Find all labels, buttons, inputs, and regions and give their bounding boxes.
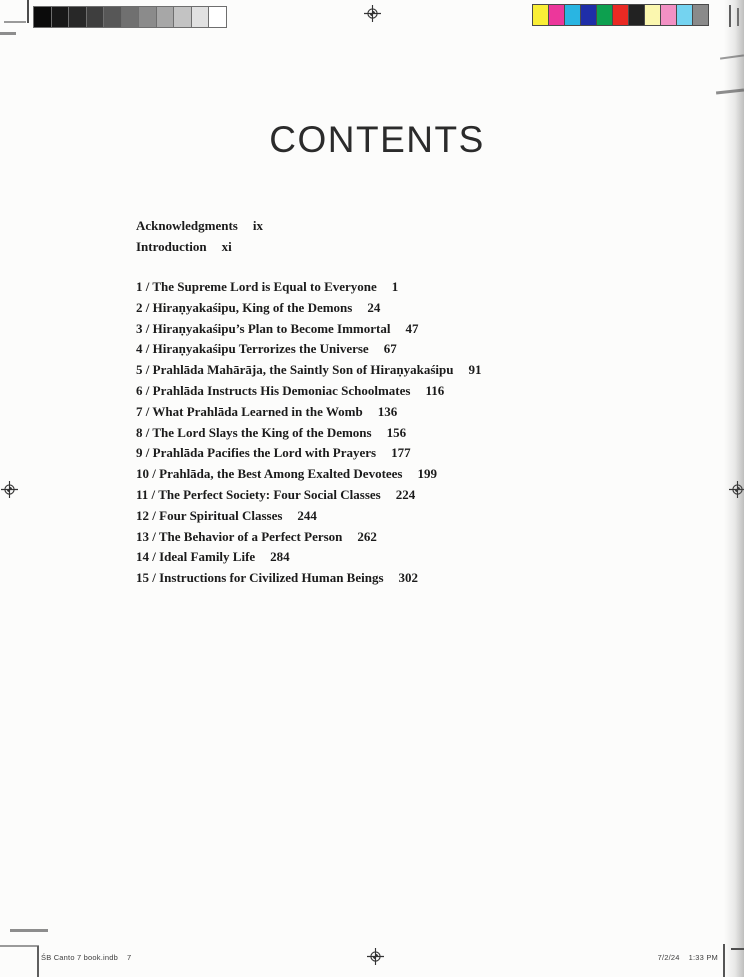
chapter-list: [136, 277, 481, 589]
chapter-number: 13: [136, 528, 149, 544]
filename-text: ŚB Canto 7 book.indb: [41, 953, 118, 962]
chapter-separator: /: [142, 382, 153, 398]
chapter-number: 8: [136, 424, 143, 440]
grayscale-swatch: [51, 6, 70, 28]
toc-entry: [136, 423, 481, 444]
toc-entry: [136, 381, 481, 402]
toc-entry: [136, 568, 481, 589]
color-swatch: [596, 4, 613, 26]
color-swatch: [628, 4, 645, 26]
chapter-separator: /: [149, 528, 159, 544]
chapter-page-number: 116: [425, 382, 445, 398]
chapter-title: Four Spiritual Classes: [159, 507, 283, 523]
chapter-page-number: 284: [270, 549, 290, 565]
chapter-page-number: 91: [468, 362, 482, 378]
chapter-separator: /: [142, 424, 153, 440]
chapter-separator: /: [149, 466, 160, 482]
front-matter-list: [136, 216, 263, 258]
chapter-title: Prahlāda Pacifies the Lord with Prayers: [152, 445, 377, 461]
toc-entry: [136, 237, 263, 258]
chapter-page-number: 136: [377, 403, 398, 419]
crop-mark: [4, 21, 26, 23]
crop-mark: [723, 944, 725, 977]
toc-entry: [136, 216, 263, 237]
chapter-number: 6: [136, 382, 143, 398]
toc-entry: [136, 464, 481, 485]
color-swatch: [612, 4, 629, 26]
chapter-number: 15: [136, 570, 149, 586]
chapter-number: 11: [136, 486, 149, 502]
scan-edge-artifact: [720, 54, 744, 59]
footer-time: 1:33 PM: [688, 953, 718, 962]
grayscale-swatch: [68, 6, 87, 28]
chapter-separator: /: [149, 570, 160, 586]
grayscale-swatch: [156, 6, 175, 28]
color-swatch: [660, 4, 677, 26]
chapter-page-number: 302: [398, 570, 419, 586]
registration-mark-icon: [1, 481, 18, 498]
grayscale-swatch: [121, 6, 140, 28]
registration-mark-icon: [367, 948, 384, 965]
chapter-title: Ideal Family Life: [159, 549, 256, 565]
chapter-number: 4: [136, 341, 143, 357]
footer-filename: [41, 953, 131, 962]
color-swatch: [580, 4, 597, 26]
crop-mark: [37, 946, 39, 977]
chapter-page-number: 24: [367, 299, 381, 315]
grayscale-swatch: [191, 6, 210, 28]
chapter-title: The Behavior of a Perfect Person: [158, 528, 343, 544]
color-swatch: [548, 4, 565, 26]
crop-mark: [10, 929, 48, 932]
chapter-title: The Supreme Lord is Equal to Everyone: [152, 279, 377, 294]
chapter-page-number: 67: [383, 341, 397, 357]
chapter-number: 3: [136, 320, 143, 336]
chapter-title: Prahlāda, the Best Among Exalted Devotees: [159, 466, 403, 482]
chapter-separator: /: [148, 486, 159, 502]
chapter-title: Hiraṇyakaśipu Terrorizes the Universe: [152, 341, 369, 357]
grayscale-swatch: [138, 6, 157, 28]
toc-entry: [136, 298, 481, 319]
toc-entry: [136, 402, 481, 423]
entry-page-number: xi: [221, 238, 232, 254]
grayscale-calibration-bar: [34, 6, 227, 28]
page-title: CONTENTS: [269, 119, 485, 160]
toc-entry: [136, 547, 481, 568]
chapter-page-number: 1: [391, 279, 399, 294]
chapter-separator: /: [149, 549, 160, 565]
chapter-separator: /: [142, 299, 153, 315]
toc-entry: [136, 443, 481, 464]
footer-file-page: 7: [126, 953, 132, 962]
toc-entry: [136, 319, 481, 340]
chapter-number: 7: [136, 403, 143, 419]
chapter-page-number: 199: [417, 466, 437, 482]
chapter-page-number: 156: [386, 424, 407, 440]
toc-entry: [136, 277, 481, 298]
chapter-page-number: 177: [391, 445, 411, 461]
chapter-separator: /: [142, 341, 153, 357]
entry-title: Introduction: [136, 238, 207, 254]
grayscale-swatch: [33, 6, 52, 28]
footer-date: 7/2/24: [657, 953, 680, 962]
crop-mark: [0, 945, 39, 947]
crop-mark: [0, 32, 16, 35]
chapter-number: 5: [136, 362, 143, 378]
chapter-page-number: 262: [357, 528, 377, 544]
chapter-title: Prahlāda Instructs His Demoniac Schoolmates: [152, 382, 411, 398]
chapter-number: 12: [136, 507, 149, 523]
color-swatch: [692, 4, 709, 26]
registration-mark-icon: [364, 5, 381, 22]
color-swatch: [676, 4, 693, 26]
toc-entry: [136, 339, 481, 360]
chapter-page-number: 244: [297, 507, 317, 523]
grayscale-swatch: [173, 6, 192, 28]
grayscale-swatch: [86, 6, 105, 28]
chapter-title: What Prahlāda Learned in the Womb: [152, 403, 363, 419]
chapter-number: 10: [136, 466, 149, 482]
grayscale-swatch: [103, 6, 122, 28]
chapter-title: Prahlāda Mahārāja, the Saintly Son of Hiraṇyakaśipu: [152, 362, 454, 378]
chapter-number: 14: [136, 549, 149, 565]
crop-mark: [729, 5, 731, 27]
grayscale-swatch: [208, 6, 227, 28]
chapter-number: 1: [136, 279, 143, 294]
color-swatch: [532, 4, 549, 26]
chapter-title: The Perfect Society: Four Social Classes: [158, 486, 381, 502]
chapter-title: Hiraṇyakaśipu, King of the Demons: [152, 299, 353, 315]
registration-mark-icon: [729, 481, 744, 498]
toc-entry: [136, 506, 481, 527]
chapter-page-number: 224: [395, 486, 416, 502]
chapter-title: The Lord Slays the King of the Demons: [152, 424, 372, 440]
color-swatch: [564, 4, 581, 26]
chapter-separator: /: [149, 507, 160, 523]
chapter-number: 9: [136, 445, 143, 461]
chapter-separator: /: [142, 403, 153, 419]
crop-mark: [731, 948, 744, 950]
chapter-separator: /: [142, 279, 153, 294]
crop-mark: [737, 8, 739, 26]
entry-page-number: ix: [252, 218, 263, 233]
chapter-page-number: 47: [405, 320, 419, 336]
toc-entry: [136, 527, 481, 548]
color-swatch: [644, 4, 661, 26]
chapter-title: Instructions for Civilized Human Beings: [159, 570, 384, 586]
chapter-number: 2: [136, 299, 143, 315]
chapter-separator: /: [142, 445, 153, 461]
chapter-separator: /: [142, 320, 153, 336]
toc-entry: [136, 360, 481, 381]
entry-title: Acknowledgments: [136, 218, 238, 233]
chapter-separator: /: [142, 362, 153, 378]
footer-timestamp: [658, 953, 718, 962]
chapter-title: Hiraṇyakaśipu’s Plan to Become Immortal: [152, 320, 391, 336]
crop-mark: [27, 0, 29, 23]
color-calibration-bar: [533, 4, 709, 26]
toc-entry: [136, 485, 481, 506]
scan-edge-artifact: [716, 89, 744, 94]
